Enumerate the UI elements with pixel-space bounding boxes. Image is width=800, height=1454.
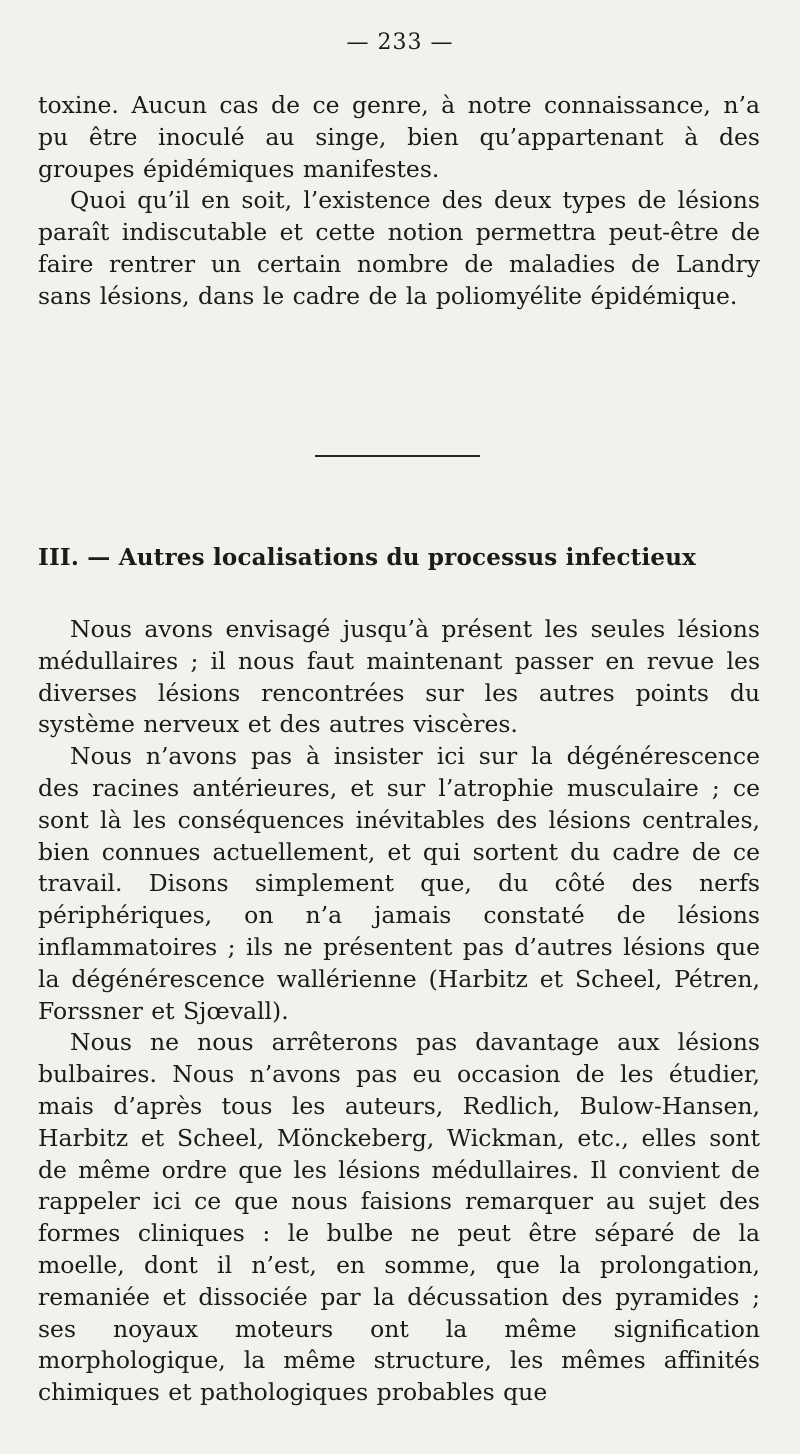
- text-block-bottom: [38, 614, 760, 1409]
- text-block-top: [38, 90, 760, 313]
- section-divider: [315, 455, 480, 457]
- section-heading: III. — Autres localisations du processus infectieux: [38, 544, 697, 571]
- paragraph: Nous avons envisagé jusqu’à présent les seules lésions médullaires ; il nous faut maintenant passer en revue les diverses lésions rencontrées sur les autres points du système nerveux et des autres viscères.: [38, 615, 760, 739]
- paragraph: Nous n’avons pas à insister ici sur la dégénérescence des racines antérieures, et sur l’atrophie musculaire ; ce sont là les conséquences inévitables des lésions centrales, bien connues actuellement, et qui sortent du cadre de ce travail. Disons simplement que, du côté des nerfs périphériques, on n’a jamais constaté de lésions inflammatoires ; ils ne présentent pas d’autres lésions que la dégénérescence wallérienne (Harbitz et Scheel, Pétren, Forssner et Sjœvall).: [38, 742, 760, 1025]
- page-number: — 233 —: [346, 30, 454, 55]
- paragraph-continuation: toxine. Aucun cas de ce genre, à notre connaissance, n’a pu être inoculé au singe, bien qu’appartenant à des groupes épidémiques manifestes.: [38, 91, 760, 183]
- paragraph: Nous ne nous arrêterons pas davantage aux lésions bulbaires. Nous n’avons pas eu occasion de les étudier, mais d’après tous les auteurs, Redlich, Bulow-Hansen, Harbitz et Scheel, Mönckeberg, Wickman, etc., elles sont de même ordre que les lésions médullaires. Il convient de rappeler ici ce que nous faisions remarquer au sujet des formes cliniques : le bulbe ne peut être séparé de la moelle, dont il n’est, en somme, que la prolongation, remaniée et dissociée par la décussation des pyramides ; ses noyaux moteurs ont la même signification morphologique, la même structure, les mêmes affinités chimiques et pathologiques probables que: [38, 1028, 760, 1407]
- paragraph: Quoi qu’il en soit, l’existence des deux types de lésions paraît indiscutable et cette notion permettra peut-être de faire rentrer un certain nombre de maladies de Landry sans lésions, dans le cadre de la poliomyélite épidémique.: [38, 186, 760, 310]
